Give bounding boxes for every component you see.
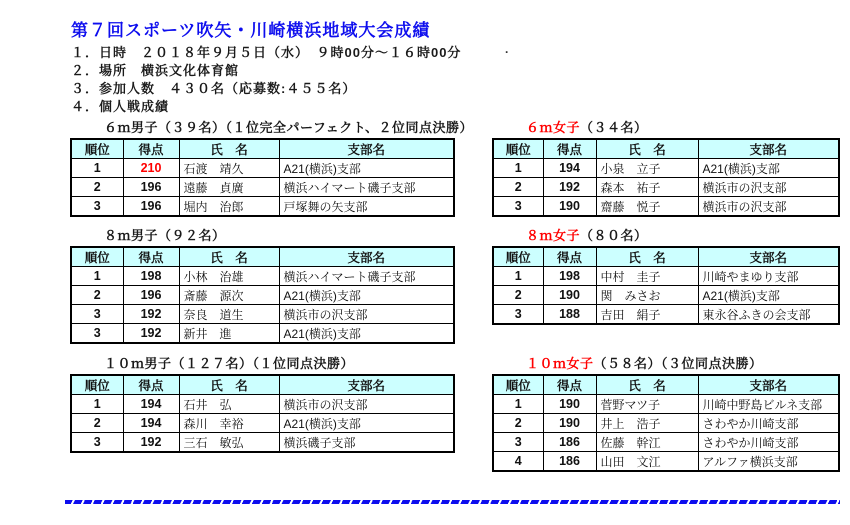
name-cell: 堀内 治郎 (179, 197, 279, 217)
score-cell: 186 (543, 433, 596, 452)
branch-cell: A21(横浜)支部 (279, 159, 454, 178)
section-6m-men (70, 120, 473, 217)
score-cell: 198 (543, 267, 596, 286)
section-note: （３位同点決勝） (661, 356, 763, 371)
header-row (71, 139, 454, 159)
table-row (493, 305, 839, 325)
name-cell: 菅野マツ子 (596, 395, 698, 414)
score-cell: 194 (543, 159, 596, 178)
name-cell: 三石 敏弘 (179, 433, 279, 453)
score-cell: 192 (123, 324, 179, 344)
section-label: ８ｍ男子 (104, 228, 159, 243)
section-8m-men (70, 228, 455, 344)
rank-cell: 3 (71, 433, 123, 453)
rank-cell: 1 (493, 395, 543, 414)
page-title: 第７回スポーツ吹矢・川崎横浜地域大会成績 (71, 21, 431, 40)
branch-cell: 横浜磯子支部 (279, 433, 454, 453)
section-label: １０ｍ男子 (104, 356, 172, 371)
results-table-6m-men (70, 138, 455, 217)
branch-cell: 横浜ハイマート磯子支部 (279, 267, 454, 286)
branch-cell: 横浜市の沢支部 (698, 197, 839, 217)
branch-cell: 東永谷ふきの会支部 (698, 305, 839, 325)
section-label: １０ｍ女子 (526, 356, 594, 371)
section-8m-women (492, 228, 840, 325)
info-item-individual-results: ４．個人戦成績 (71, 99, 170, 114)
column-header: 氏 名 (179, 375, 279, 395)
table-row (71, 433, 454, 453)
branch-cell: 横浜市の沢支部 (279, 305, 454, 324)
info-item-date: １．日時 ２０１８年９月５日（水） ９時00分～１６時00分 (71, 45, 462, 60)
branch-cell: さわやか川崎支部 (698, 433, 839, 452)
section-count: （３４名） (580, 120, 648, 135)
score-cell: 196 (123, 286, 179, 305)
section-label: ６ｍ女子 (526, 120, 581, 135)
column-header: 支部名 (698, 247, 839, 267)
section-title (104, 228, 455, 246)
info-item-participants: ３．参加人数 ４３０名（応募数:４５５名） (71, 81, 357, 96)
table-row (493, 414, 839, 433)
column-header: 氏 名 (179, 247, 279, 267)
column-header: 氏 名 (596, 139, 698, 159)
column-header: 得点 (543, 375, 596, 395)
rank-cell: 3 (71, 197, 123, 217)
section-10m-women (492, 356, 840, 472)
section-count: （３９名） (158, 120, 226, 135)
name-cell: 山田 文江 (596, 452, 698, 472)
score-cell: 192 (543, 178, 596, 197)
name-cell: 石渡 靖久 (179, 159, 279, 178)
rank-cell: 3 (71, 305, 123, 324)
table-row (493, 159, 839, 178)
section-label: ８ｍ女子 (526, 228, 581, 243)
score-cell: 190 (543, 197, 596, 217)
stray-period: . (505, 42, 509, 56)
section-10m-men (70, 356, 455, 453)
table-row (71, 395, 454, 414)
column-header: 支部名 (279, 139, 454, 159)
column-header: 氏 名 (179, 139, 279, 159)
table-row (493, 178, 839, 197)
score-cell: 192 (123, 305, 179, 324)
section-note: （１位同点決勝） (252, 356, 355, 371)
section-title (526, 228, 840, 246)
rank-cell: 2 (71, 178, 123, 197)
name-cell: 吉田 絹子 (596, 305, 698, 325)
name-cell: 井上 浩子 (596, 414, 698, 433)
branch-cell: 川崎中野島ビルネ支部 (698, 395, 839, 414)
name-cell: 森川 幸裕 (179, 414, 279, 433)
score-cell: 198 (123, 267, 179, 286)
name-cell: 石井 弘 (179, 395, 279, 414)
event-info (71, 44, 461, 116)
section-count: （５８名） (593, 356, 662, 371)
rank-cell: 2 (71, 414, 123, 433)
branch-cell: 横浜市の沢支部 (698, 178, 839, 197)
column-header: 順位 (493, 375, 543, 395)
header-row (493, 247, 839, 267)
header-row (493, 139, 839, 159)
table-row (71, 267, 454, 286)
branch-cell: 横浜市の沢支部 (279, 395, 454, 414)
rank-cell: 1 (71, 267, 123, 286)
column-header: 氏 名 (596, 247, 698, 267)
header-row (493, 375, 839, 395)
branch-cell: A21(横浜)支部 (698, 159, 839, 178)
column-header: 得点 (123, 375, 179, 395)
name-cell: 斎藤 源次 (179, 286, 279, 305)
branch-cell: さわやか川崎支部 (698, 414, 839, 433)
name-cell: 関 みさお (596, 286, 698, 305)
name-cell: 新井 進 (179, 324, 279, 344)
column-header: 順位 (71, 247, 123, 267)
rank-cell: 2 (493, 178, 543, 197)
rank-cell: 3 (71, 324, 123, 344)
column-header: 支部名 (698, 375, 839, 395)
name-cell: 中村 圭子 (596, 267, 698, 286)
column-header: 得点 (543, 247, 596, 267)
score-cell: 194 (123, 395, 179, 414)
rank-cell: 3 (493, 433, 543, 452)
score-cell: 210 (123, 159, 179, 178)
column-header: 順位 (493, 139, 543, 159)
results-table-6m-women (492, 138, 840, 217)
section-title (526, 120, 840, 138)
column-header: 支部名 (698, 139, 839, 159)
column-header: 支部名 (279, 375, 454, 395)
header-row (71, 375, 454, 395)
branch-cell: 川崎やまゆり支部 (698, 267, 839, 286)
score-cell: 196 (123, 197, 179, 217)
rank-cell: 3 (493, 197, 543, 217)
section-title (104, 120, 473, 138)
table-row (493, 452, 839, 472)
section-title (104, 356, 455, 374)
column-header: 得点 (123, 139, 179, 159)
section-count: （１２７名） (171, 356, 253, 371)
bottom-dashed-divider (65, 500, 840, 504)
column-header: 氏 名 (596, 375, 698, 395)
table-row (71, 197, 454, 217)
section-count: （９２名） (158, 228, 226, 243)
header-row (71, 247, 454, 267)
section-label: ６ｍ男子 (104, 120, 159, 135)
score-cell: 196 (123, 178, 179, 197)
column-header: 得点 (543, 139, 596, 159)
score-cell: 192 (123, 433, 179, 453)
name-cell: 小泉 立子 (596, 159, 698, 178)
score-cell: 190 (543, 395, 596, 414)
rank-cell: 2 (493, 414, 543, 433)
branch-cell: 戸塚舞の矢支部 (279, 197, 454, 217)
branch-cell: A21(横浜)支部 (279, 324, 454, 344)
column-header: 順位 (71, 139, 123, 159)
table-row (493, 286, 839, 305)
table-row (493, 433, 839, 452)
score-cell: 190 (543, 414, 596, 433)
results-table-8m-men (70, 246, 455, 344)
name-cell: 森本 祐子 (596, 178, 698, 197)
rank-cell: 2 (71, 286, 123, 305)
results-table-10m-men (70, 374, 455, 453)
results-table-10m-women (492, 374, 840, 472)
column-header: 支部名 (279, 247, 454, 267)
name-cell: 小林 治雄 (179, 267, 279, 286)
rank-cell: 1 (71, 395, 123, 414)
rank-cell: 2 (493, 286, 543, 305)
table-row (493, 395, 839, 414)
rank-cell: 4 (493, 452, 543, 472)
score-cell: 188 (543, 305, 596, 325)
table-row (71, 414, 454, 433)
info-item-place: ２．場所 横浜文化体育館 (71, 63, 240, 78)
rank-cell: 1 (71, 159, 123, 178)
rank-cell: 1 (493, 159, 543, 178)
rank-cell: 1 (493, 267, 543, 286)
name-cell: 佐藤 幹江 (596, 433, 698, 452)
table-row (71, 305, 454, 324)
rank-cell: 3 (493, 305, 543, 325)
section-6m-women (492, 120, 840, 217)
score-cell: 186 (543, 452, 596, 472)
branch-cell: A21(横浜)支部 (279, 286, 454, 305)
section-count: （８０名） (580, 228, 648, 243)
branch-cell: 横浜ハイマート磯子支部 (279, 178, 454, 197)
score-cell: 190 (543, 286, 596, 305)
branch-cell: アルファ横浜支部 (698, 452, 839, 472)
column-header: 得点 (123, 247, 179, 267)
table-row (493, 197, 839, 217)
score-cell: 194 (123, 414, 179, 433)
table-row (71, 178, 454, 197)
name-cell: 遠藤 貞廣 (179, 178, 279, 197)
table-row (71, 159, 454, 178)
table-row (71, 324, 454, 344)
table-row (493, 267, 839, 286)
column-header: 順位 (493, 247, 543, 267)
section-note: （１位完全パーフェクト、２位同点決勝） (225, 120, 474, 135)
branch-cell: A21(横浜)支部 (698, 286, 839, 305)
branch-cell: A21(横浜)支部 (279, 414, 454, 433)
name-cell: 齋藤 悦子 (596, 197, 698, 217)
section-title (526, 356, 840, 374)
results-table-8m-women (492, 246, 840, 325)
name-cell: 奈良 道生 (179, 305, 279, 324)
column-header: 順位 (71, 375, 123, 395)
table-row (71, 286, 454, 305)
